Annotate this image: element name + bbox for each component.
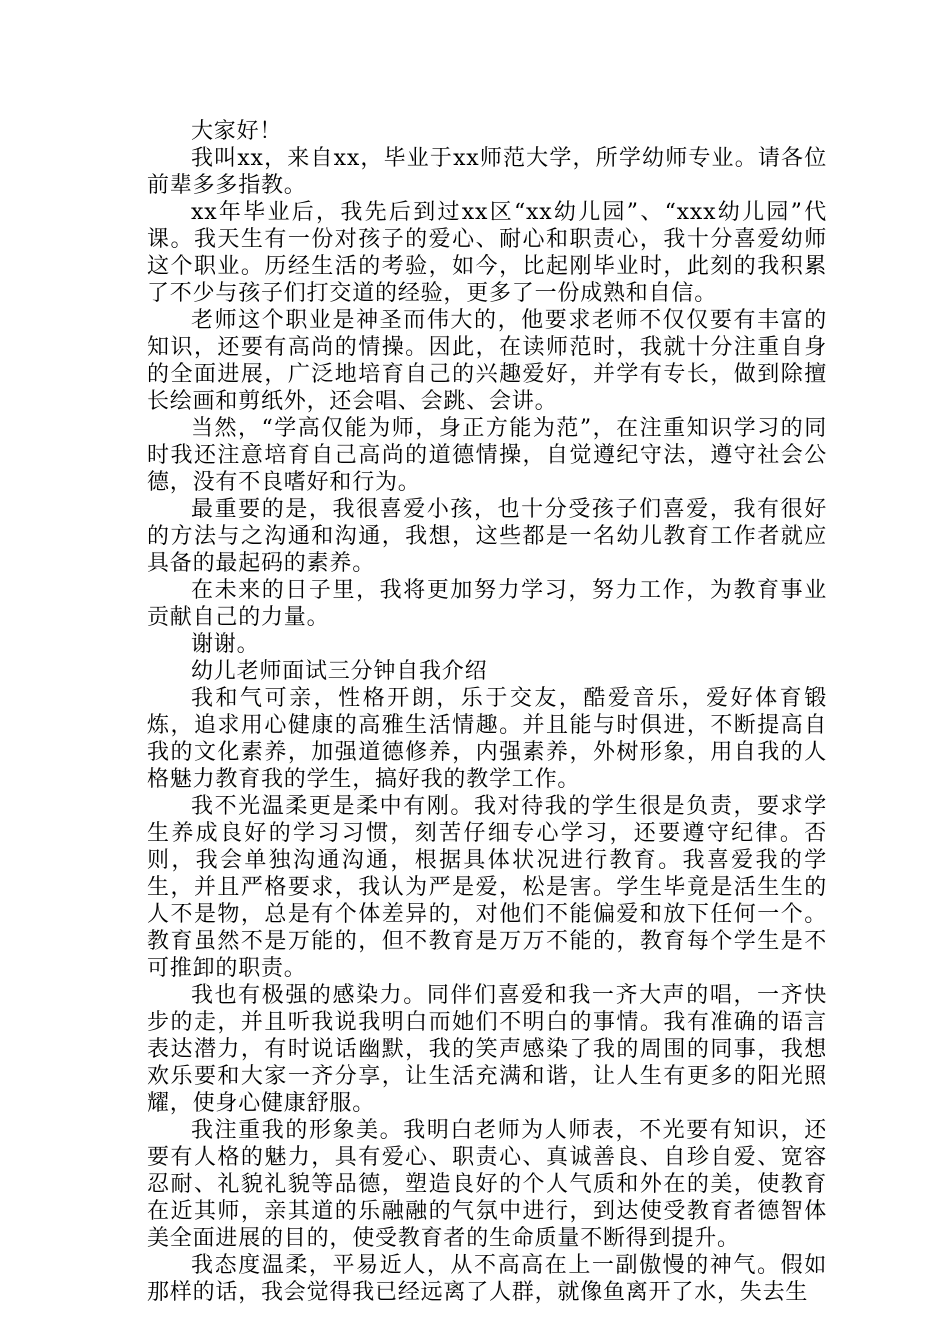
paragraph-attitude: 我态度温柔，平易近人，从不高高在上一副傲慢的神气。假如那样的话，我会觉得我已经远离了人群，就像鱼离开了水，失去生 bbox=[147, 1253, 827, 1305]
section-heading: 幼儿老师面试三分钟自我介绍 bbox=[191, 659, 488, 684]
paragraph-love-children: 最重要的是，我很喜爱小孩，也十分受孩子们喜爱，我有很好的方法与之沟通和沟通，我想，这些都是一名幼儿教育工作者就应具备的最起码的素养。 bbox=[147, 497, 827, 576]
paragraph-influence: 我也有极强的感染力。同伴们喜爱和我一齐大声的唱，一齐快步的走，并且听我说我明白而她们不明白的事情。我有准确的语言表达潜力，有时说话幽默，我的笑声感染了我的周围的同事，我想欢乐要和大家一齐分享，让生活充满和谐，让人生有更多的阳光照耀，使身心健康舒服。 bbox=[147, 983, 827, 1116]
paragraph-thanks: 谢谢。 bbox=[191, 632, 260, 657]
paragraph-work-experience: xx年毕业后，我先后到过xx区“xx幼儿园”、“xxx幼儿园”代课。我天生有一份对孩子的爱心、耐心和职责心，我十分喜爱幼师这个职业。历经生活的考验，如今，比起刚毕业时，此刻的我积累了不少与孩子们打交道的经验，更多了一份成熟和自信。 bbox=[147, 200, 827, 306]
paragraph-image: 我注重我的形象美。我明白老师为人师表，不光要有知识，还要有人格的魅力，具有爱心、职责心、真诚善良、自珍自爱、宽容忍耐、礼貌礼貌等品德，塑造良好的个人气质和外在的美，使教育在近其师，亲其道的乐融融的气氛中进行，到达使受教育者德智体美全面进展的目的，使受教育者的生命质量不断得到提升。 bbox=[147, 1118, 827, 1251]
paragraph-introduction: 我叫xx，来自xx，毕业于xx师范大学，所学幼师专业。请各位前辈多多指教。 bbox=[147, 146, 827, 198]
paragraph-moral-character: 当然，“学高仅能为师，身正方能为范”，在注重知识学习的同时我还注意培育自己高尚的道德情操，自觉遵纪守法，遵守社会公德，没有不良嗜好和行为。 bbox=[147, 416, 827, 495]
paragraph-personality: 我和气可亲，性格开朗，乐于交友，酷爱音乐，爱好体育锻炼，追求用心健康的高雅生活情趣。并且能与时俱进，不断提高自我的文化素养，加强道德修养，内强素养，外树形象，用自我的人格魅力教育我的学生，搞好我的教学工作。 bbox=[147, 686, 827, 792]
paragraph-gentle-firm: 我不光温柔更是柔中有刚。我对待我的学生很是负责，要求学生养成良好的学习习惯，刻苦仔细专心学习，还要遵守纪律。否则，我会单独沟通沟通，根据具体状况进行教育。我喜爱我的学生，并且严格要求，我认为严是爱，松是害。学生毕竟是活生生的人不是物，总是有个体差异的，对他们不能偏爱和放下任何一个。教育虽然不是万能的，但不教育是万万不能的，教育每个学生是不可推卸的职责。 bbox=[147, 794, 827, 981]
paragraph-teacher-profession: 老师这个职业是神圣而伟大的，他要求老师不仅仅要有丰富的知识，还要有高尚的情操。因此，在读师范时，我就十分注重自身的全面进展，广泛地培育自己的兴趣爱好，并学有专长，做到除擅长绘画和剪纸外，还会唱、会跳、会讲。 bbox=[147, 308, 827, 414]
paragraph-greeting: 大家好！ bbox=[191, 119, 283, 144]
paragraph-future: 在未来的日子里，我将更加努力学习，努力工作，为教育事业贡献自己的力量。 bbox=[147, 578, 827, 630]
document-body bbox=[147, 118, 827, 1306]
